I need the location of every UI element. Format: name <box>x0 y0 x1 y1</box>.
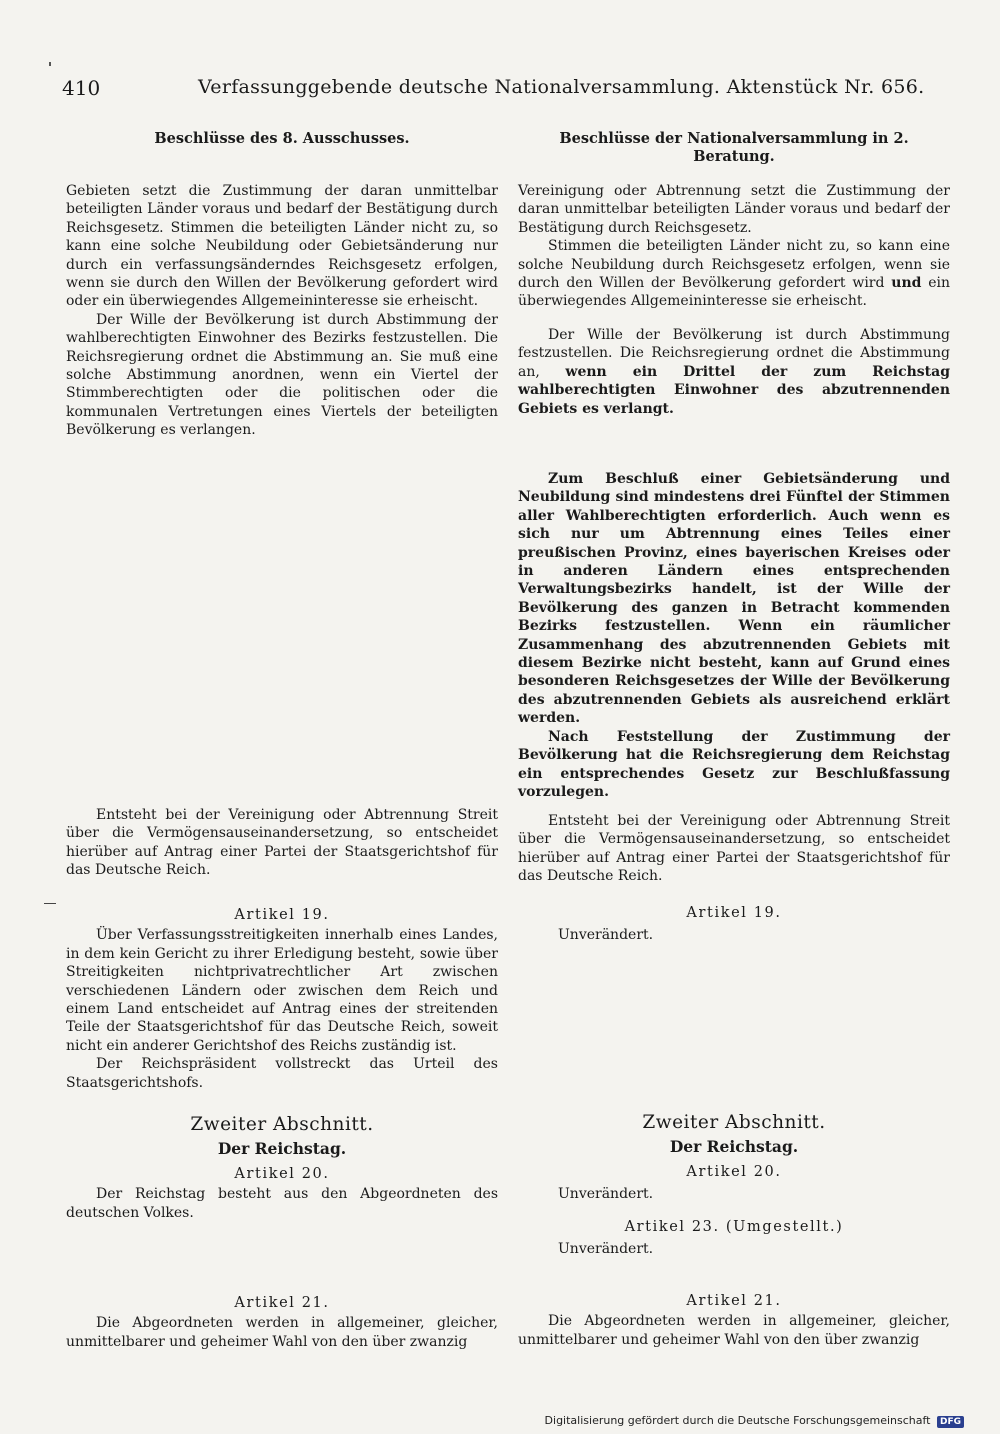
right-chamber-title: Der Reichstag. <box>669 1137 799 1157</box>
right-art19-text: Unverändert. <box>558 927 654 944</box>
right-para-6-block <box>518 812 950 886</box>
right-section-2 <box>518 1114 950 1258</box>
digitization-footer <box>545 1414 964 1428</box>
right-art23-title: Artikel 23. (Umgestellt.) <box>624 1218 844 1235</box>
right-para-1: Vereinigung oder Abtrennung setzt die Zustimmung der daran unmittelbar beteiligten Länder voraus und bedarf der Bestätigung durch Reichsgesetz. <box>518 183 950 236</box>
right-para-6: Entsteht bei der Vereinigung oder Abtrennung Streit über die Vermögensauseinandersetzung, so entscheidet hierüber auf Antrag einer Partei der Staatsgerichtshof für das Deutsche Reich. <box>518 813 950 885</box>
right-art21-title: Artikel 21. <box>686 1293 782 1309</box>
right-para-1-2-block <box>518 182 950 311</box>
left-art20-title: Artikel 20. <box>234 1165 330 1182</box>
right-para-5: Nach Feststellung der Zustimmung der Bevölkerung hat die Reichsregierung dem Reichstag ein entsprechendes Gesetz zur Beschlußfassung vorzulegen. <box>518 728 950 800</box>
left-art19-title: Artikel 19. <box>234 907 330 923</box>
left-para-3: Entsteht bei der Vereinigung oder Abtrennung Streit über die Vermögensauseinandersetzung, so entscheidet hierüber auf Antrag einer Partei der Staatsgerichtshof für das Deutsche Reich. <box>66 807 498 879</box>
margin-tick <box>49 62 51 66</box>
left-art20-text: Der Reichstag besteht aus den Abgeordneten des deutschen Volkes. <box>66 1186 498 1221</box>
left-art21-title: Artikel 21. <box>234 1295 330 1311</box>
right-art20-title: Artikel 20. <box>686 1163 782 1180</box>
right-para-2-end: ein überwiegendes Allgemeininteresse sie erheischt. <box>518 275 950 310</box>
left-art19-para-1: Über Verfassungsstreitigkeiten innerhalb eines Landes, in dem kein Gericht zu ihrer Erledigung besteht, sowie über Streitigkeiten nichtprivatrechtlicher Art zwischen verschiedenen Ländern oder zwischen dem Reich und einem Land entscheidet auf Antrag eines der streitenden Teile der Staatsgerichtshof für das Deutsche Reich, soweit nicht ein anderer Gerichtshof des Reichs zuständig ist. <box>66 927 498 1054</box>
right-art21-text: Die Abgeordneten werden in allgemeiner, gleicher, unmittelbarer und geheimer Wahl von den über zwanzig <box>518 1313 950 1348</box>
right-para-3-bold: wenn ein Drittel der zum Reichstag wahlberechtigten Einwohner des abzutrennenden Gebiets es verlangt. <box>518 363 951 417</box>
right-article-21 <box>518 1292 950 1349</box>
right-column-heading: Beschlüsse der Nationalversammlung in 2. Beratung. <box>559 130 909 166</box>
running-title: Verfassunggebende deutsche Nationalversammlung. Aktenstück Nr. 656. <box>198 76 925 98</box>
footer-text: Digitalisierung gefördert durch die Deutsche Forschungsgemeinschaft <box>544 1414 931 1427</box>
margin-mark <box>44 903 56 904</box>
left-para-2: Der Wille der Bevölkerung ist durch Abstimmung der wahlberechtigten Einwohner des Bezirks festzustellen. Die Reichsregierung ordnet die Abstimmung an. Sie muß eine solche Abstimmung anordnen, wenn ein Viertel der Stimmberechtigten oder die politischen oder die kommunalen Vertretungen eines Viertels der beteiligten Bevölkerung es verlangen. <box>66 311 498 439</box>
page-number: 410 <box>62 76 101 100</box>
left-column-heading: Beschlüsse des 8. Ausschusses. <box>154 130 410 147</box>
left-section-title: Zweiter Abschnitt. <box>190 1114 374 1135</box>
right-para-2-text: Stimmen die beteiligten Länder nicht zu, so kann eine solche Neubildung durch Reichsgesetz erfolgen, wenn sie durch den Willen der Bevölkerung gefordert wird <box>518 238 950 292</box>
left-article-19 <box>66 906 498 1092</box>
right-bold-block <box>518 470 950 801</box>
right-para-3 <box>518 326 950 418</box>
left-para-1-block <box>66 182 498 440</box>
right-para-3-block <box>518 326 950 418</box>
left-para-1: Gebieten setzt die Zustimmung der daran unmittelbar beteiligten Länder voraus und bedarf der Bestätigung durch Reichsgesetz. Stimmen die beteiligten Länder nicht zu, so kann eine solche Neubildung oder Gebietsänderung nur durch ein verfassungsänderndes Reichsgesetz erfolgen, wenn sie durch den Willen der Bevölkerung gefordert wird oder ein überwiegendes Allgemeininteresse sie erheischt. <box>66 183 498 310</box>
left-section-2 <box>66 1116 498 1222</box>
left-para-3-block <box>66 806 498 880</box>
right-section-title: Zweiter Abschnitt. <box>642 1112 826 1133</box>
right-para-4: Zum Beschluß einer Gebietsänderung und Neubildung sind mindestens drei Fünftel der Stimmen aller Wahlberechtigten erforderlich. Auch wenn es sich nur um Abtrennung eines Teiles einer preußischen Provinz, eines bayerischen Kreises oder in anderen Ländern eines entsprechenden Verwaltungsbezirks handelt, ist der Wille der Bevölkerung des ganzen in Betracht kommenden Bezirks festzustellen. Wenn ein räumlicher Zusammenhang des abzutrennenden Gebiets mit diesem Bezirke nicht besteht, kann auf Grund eines besonderen Reichsgesetzes der Wille der Bevölkerung des abzutrennenden Gebiets als ausreichend erklärt werden. <box>518 471 950 727</box>
right-art23-text: Unverändert. <box>558 1241 654 1258</box>
right-para-3-text: Der Wille der Bevölkerung ist durch Abstimmung festzustellen. Die Reichsregierung ordnet die Abstimmung an, <box>518 327 950 380</box>
left-chamber-title: Der Reichstag. <box>217 1139 347 1159</box>
left-art19-para-2: Der Reichspräsident vollstreckt das Urteil des Staatsgerichtshofs. <box>66 1056 498 1091</box>
left-art21-text: Die Abgeordneten werden in allgemeiner, gleicher, unmittelbarer und geheimer Wahl von den über zwanzig <box>66 1315 498 1350</box>
right-art20-text: Unverändert. <box>558 1186 654 1203</box>
right-art19-title: Artikel 19. <box>686 905 782 921</box>
left-article-21 <box>66 1294 498 1351</box>
right-para-2 <box>518 237 950 311</box>
right-article-19 <box>518 904 950 945</box>
right-para-2-bold: und <box>891 275 922 292</box>
page-header <box>62 76 952 106</box>
dfg-logo: DFG <box>937 1416 964 1428</box>
